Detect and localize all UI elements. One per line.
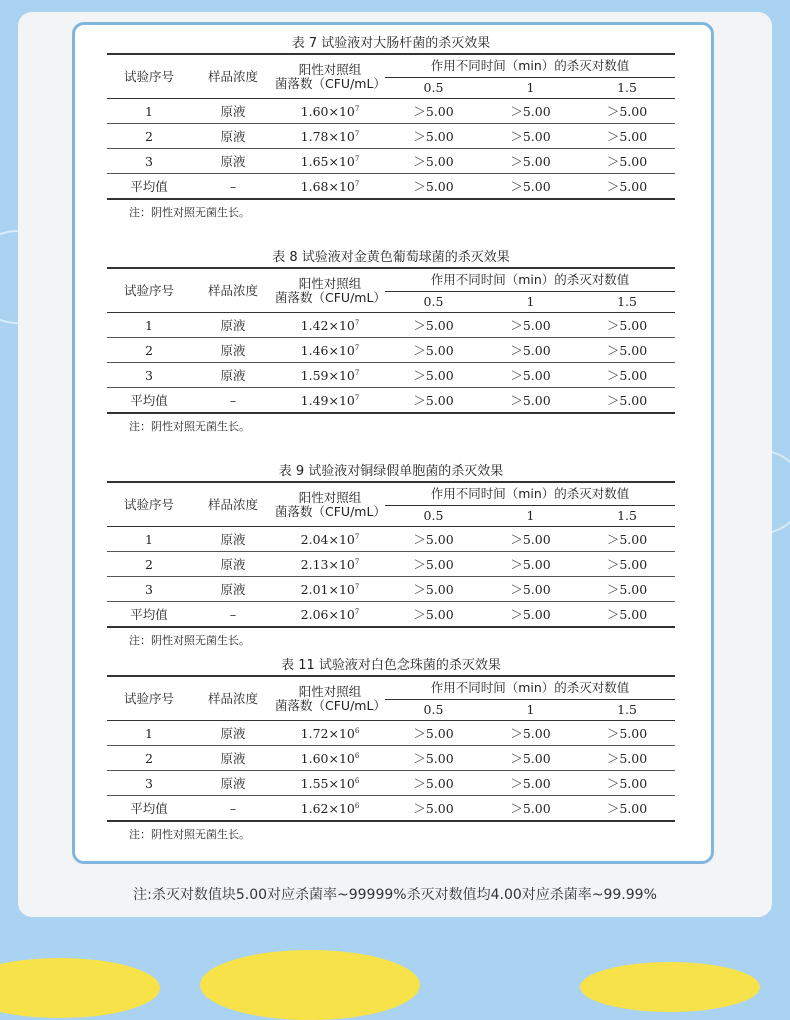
sterilization-table xyxy=(107,481,675,628)
header-positive-control-line2: 菌落数（CFU/mL） xyxy=(275,75,386,91)
table-note: 注：阴性对照无菌生长。 xyxy=(129,420,250,433)
cell-id: 2 xyxy=(107,746,191,771)
header-time: 1 xyxy=(482,506,579,527)
cell-id: 1 xyxy=(107,99,191,124)
count-exponent: 7 xyxy=(354,343,360,352)
cell-count xyxy=(275,771,385,796)
cell-count xyxy=(275,124,385,149)
cell-count xyxy=(275,552,385,577)
table-row xyxy=(107,149,675,174)
cell-value: ＞5.00 xyxy=(385,796,482,822)
count-exponent: 7 xyxy=(354,318,360,327)
cell-value: ＞5.00 xyxy=(579,363,675,388)
count-exponent: 7 xyxy=(354,179,360,188)
cell-value: ＞5.00 xyxy=(482,388,579,414)
cell-value: ＞5.00 xyxy=(385,746,482,771)
cell-conc: 原液 xyxy=(191,99,275,124)
cell-conc: – xyxy=(191,388,275,414)
cell-conc: 原液 xyxy=(191,527,275,552)
cell-value: ＞5.00 xyxy=(385,577,482,602)
cell-conc: 原液 xyxy=(191,771,275,796)
cell-value: ＞5.00 xyxy=(482,363,579,388)
count-exponent: 7 xyxy=(354,368,360,377)
header-positive-control-line1: 阳性对照组 xyxy=(298,275,362,291)
cell-value: ＞5.00 xyxy=(385,99,482,124)
header-positive-control xyxy=(275,676,385,721)
table-block-11 xyxy=(107,657,675,848)
header-time: 0.5 xyxy=(385,700,482,721)
cell-value: ＞5.00 xyxy=(482,796,579,822)
count-exponent: 7 xyxy=(354,532,360,541)
cell-value: ＞5.00 xyxy=(385,602,482,628)
cell-value: ＞5.00 xyxy=(385,149,482,174)
cell-value: ＞5.00 xyxy=(579,746,675,771)
table-row xyxy=(107,99,675,124)
cell-value: ＞5.00 xyxy=(579,771,675,796)
count-exponent: 7 xyxy=(354,607,360,616)
header-positive-control xyxy=(275,268,385,313)
cell-conc: – xyxy=(191,602,275,628)
cell-value: ＞5.00 xyxy=(482,149,579,174)
header-trial-no: 试验序号 xyxy=(107,268,191,313)
count-exponent: 6 xyxy=(354,751,360,760)
count-base: 1.72×10 xyxy=(300,725,355,741)
table-block-8 xyxy=(107,249,675,440)
table-row xyxy=(107,771,675,796)
count-base: 2.06×10 xyxy=(300,606,355,622)
cell-value: ＞5.00 xyxy=(579,796,675,822)
cell-conc: – xyxy=(191,796,275,822)
cell-id: 平均值 xyxy=(107,796,191,822)
header-time-group: 作用不同时间（min）的杀灭对数值 xyxy=(385,482,675,506)
header-positive-control-line2: 菌落数（CFU/mL） xyxy=(275,289,386,305)
count-exponent: 6 xyxy=(354,776,360,785)
header-positive-control-line1: 阳性对照组 xyxy=(298,489,362,505)
cell-value: ＞5.00 xyxy=(482,313,579,338)
count-base: 1.60×10 xyxy=(300,750,355,766)
cell-value: ＞5.00 xyxy=(482,721,579,746)
table-title: 表 8 试验液对金黄色葡萄球菌的杀灭效果 xyxy=(272,250,510,265)
cell-id: 平均值 xyxy=(107,602,191,628)
header-positive-control-line1: 阳性对照组 xyxy=(298,683,362,699)
cell-conc: 原液 xyxy=(191,313,275,338)
count-base: 1.46×10 xyxy=(300,342,355,358)
cell-count xyxy=(275,313,385,338)
cell-value: ＞5.00 xyxy=(385,174,482,200)
header-positive-control-line1: 阳性对照组 xyxy=(298,61,362,77)
count-base: 2.13×10 xyxy=(300,556,355,572)
cell-count xyxy=(275,577,385,602)
header-trial-no: 试验序号 xyxy=(107,676,191,721)
cell-conc: 原液 xyxy=(191,124,275,149)
cell-value: ＞5.00 xyxy=(579,99,675,124)
cell-count xyxy=(275,721,385,746)
cell-count xyxy=(275,602,385,628)
header-time: 1 xyxy=(482,78,579,99)
table-row-average xyxy=(107,602,675,628)
cell-count xyxy=(275,99,385,124)
cell-value: ＞5.00 xyxy=(482,99,579,124)
header-concentration: 样品浓度 xyxy=(191,54,275,99)
header-positive-control xyxy=(275,482,385,527)
cell-id: 1 xyxy=(107,721,191,746)
cell-value: ＞5.00 xyxy=(385,721,482,746)
cell-id: 1 xyxy=(107,527,191,552)
count-exponent: 6 xyxy=(354,726,360,735)
header-time: 1 xyxy=(482,700,579,721)
table-row xyxy=(107,721,675,746)
table-title: 表 11 试验液对白色念珠菌的杀灭效果 xyxy=(281,658,501,673)
cell-id: 2 xyxy=(107,338,191,363)
count-base: 1.55×10 xyxy=(300,775,355,791)
cell-value: ＞5.00 xyxy=(482,174,579,200)
count-base: 2.04×10 xyxy=(300,531,355,547)
header-concentration: 样品浓度 xyxy=(191,676,275,721)
cell-value: ＞5.00 xyxy=(579,313,675,338)
cell-value: ＞5.00 xyxy=(579,149,675,174)
sterilization-table xyxy=(107,675,675,822)
cell-value: ＞5.00 xyxy=(579,527,675,552)
header-positive-control xyxy=(275,54,385,99)
cell-id: 3 xyxy=(107,363,191,388)
count-exponent: 7 xyxy=(354,393,360,402)
cell-value: ＞5.00 xyxy=(385,338,482,363)
table-row xyxy=(107,552,675,577)
table-note: 注：阴性对照无菌生长。 xyxy=(129,634,250,647)
header-time-group: 作用不同时间（min）的杀灭对数值 xyxy=(385,54,675,78)
table-row xyxy=(107,746,675,771)
cell-value: ＞5.00 xyxy=(482,602,579,628)
table-row-average xyxy=(107,796,675,822)
cell-count xyxy=(275,363,385,388)
cell-id: 2 xyxy=(107,124,191,149)
table-block-7 xyxy=(107,35,675,226)
cell-value: ＞5.00 xyxy=(385,124,482,149)
cell-value: ＞5.00 xyxy=(482,124,579,149)
cell-count xyxy=(275,338,385,363)
cell-value: ＞5.00 xyxy=(579,124,675,149)
table-row xyxy=(107,338,675,363)
cell-value: ＞5.00 xyxy=(579,577,675,602)
cell-value: ＞5.00 xyxy=(482,552,579,577)
cell-value: ＞5.00 xyxy=(579,602,675,628)
count-base: 2.01×10 xyxy=(300,581,355,597)
header-time-group: 作用不同时间（min）的杀灭对数值 xyxy=(385,268,675,292)
count-exponent: 6 xyxy=(354,801,360,810)
cell-value: ＞5.00 xyxy=(385,552,482,577)
header-concentration: 样品浓度 xyxy=(191,482,275,527)
table-row xyxy=(107,313,675,338)
header-concentration: 样品浓度 xyxy=(191,268,275,313)
count-base: 1.62×10 xyxy=(300,800,355,816)
cell-conc: 原液 xyxy=(191,746,275,771)
cell-id: 3 xyxy=(107,577,191,602)
header-time: 0.5 xyxy=(385,506,482,527)
table-row xyxy=(107,577,675,602)
count-base: 1.42×10 xyxy=(300,317,355,333)
cell-conc: 原液 xyxy=(191,721,275,746)
header-positive-control-line2: 菌落数（CFU/mL） xyxy=(275,503,386,519)
count-exponent: 7 xyxy=(354,104,360,113)
cell-count xyxy=(275,388,385,414)
decor-wave xyxy=(0,958,160,1018)
cell-value: ＞5.00 xyxy=(482,527,579,552)
cell-id: 3 xyxy=(107,149,191,174)
cell-count xyxy=(275,796,385,822)
count-base: 1.78×10 xyxy=(300,128,355,144)
count-base: 1.59×10 xyxy=(300,367,355,383)
cell-value: ＞5.00 xyxy=(579,388,675,414)
cell-id: 1 xyxy=(107,313,191,338)
header-time: 0.5 xyxy=(385,292,482,313)
cell-count xyxy=(275,746,385,771)
cell-id: 平均值 xyxy=(107,388,191,414)
document-panel xyxy=(72,22,714,864)
header-time-group: 作用不同时间（min）的杀灭对数值 xyxy=(385,676,675,700)
count-exponent: 7 xyxy=(354,582,360,591)
cell-conc: 原液 xyxy=(191,577,275,602)
cell-conc: – xyxy=(191,174,275,200)
cell-value: ＞5.00 xyxy=(482,771,579,796)
sterilization-table xyxy=(107,53,675,200)
cell-value: ＞5.00 xyxy=(579,721,675,746)
cell-value: ＞5.00 xyxy=(385,363,482,388)
cell-value: ＞5.00 xyxy=(579,174,675,200)
cell-conc: 原液 xyxy=(191,149,275,174)
count-base: 1.49×10 xyxy=(300,392,355,408)
table-row-average xyxy=(107,174,675,200)
cell-value: ＞5.00 xyxy=(482,577,579,602)
table-row xyxy=(107,527,675,552)
table-title: 表 7 试验液对大肠杆菌的杀灭效果 xyxy=(291,36,491,51)
table-row xyxy=(107,363,675,388)
footnote-caption: 注:杀灭对数值块5.00对应杀菌率~99999%杀灭对数值均4.00对应杀菌率~99.99% xyxy=(133,887,657,903)
count-base: 1.68×10 xyxy=(300,178,355,194)
count-exponent: 7 xyxy=(354,129,360,138)
count-base: 1.60×10 xyxy=(300,103,355,119)
cell-value: ＞5.00 xyxy=(579,338,675,363)
table-title: 表 9 试验液对铜绿假单胞菌的杀灭效果 xyxy=(278,464,504,479)
cell-value: ＞5.00 xyxy=(385,313,482,338)
cell-id: 2 xyxy=(107,552,191,577)
cell-conc: 原液 xyxy=(191,363,275,388)
header-time: 1.5 xyxy=(579,506,675,527)
cell-conc: 原液 xyxy=(191,338,275,363)
header-time: 1.5 xyxy=(579,700,675,721)
cell-value: ＞5.00 xyxy=(385,388,482,414)
cell-count xyxy=(275,527,385,552)
cell-id: 平均值 xyxy=(107,174,191,200)
header-trial-no: 试验序号 xyxy=(107,54,191,99)
header-positive-control-line2: 菌落数（CFU/mL） xyxy=(275,697,386,713)
header-time: 1 xyxy=(482,292,579,313)
cell-count xyxy=(275,174,385,200)
header-time: 1.5 xyxy=(579,292,675,313)
cell-value: ＞5.00 xyxy=(385,527,482,552)
cell-value: ＞5.00 xyxy=(579,552,675,577)
count-base: 1.65×10 xyxy=(300,153,355,169)
header-trial-no: 试验序号 xyxy=(107,482,191,527)
table-block-9 xyxy=(107,463,675,654)
header-time: 1.5 xyxy=(579,78,675,99)
table-row-average xyxy=(107,388,675,414)
cell-value: ＞5.00 xyxy=(385,771,482,796)
cell-value: ＞5.00 xyxy=(482,338,579,363)
table-note: 注：阴性对照无菌生长。 xyxy=(129,206,250,219)
cell-count xyxy=(275,149,385,174)
decor-wave xyxy=(200,950,420,1020)
cell-conc: 原液 xyxy=(191,552,275,577)
sterilization-table xyxy=(107,267,675,414)
cell-id: 3 xyxy=(107,771,191,796)
count-exponent: 7 xyxy=(354,154,360,163)
decor-wave xyxy=(580,962,760,1012)
table-note: 注：阴性对照无菌生长。 xyxy=(129,828,250,841)
table-row xyxy=(107,124,675,149)
cell-value: ＞5.00 xyxy=(482,746,579,771)
header-time: 0.5 xyxy=(385,78,482,99)
count-exponent: 7 xyxy=(354,557,360,566)
